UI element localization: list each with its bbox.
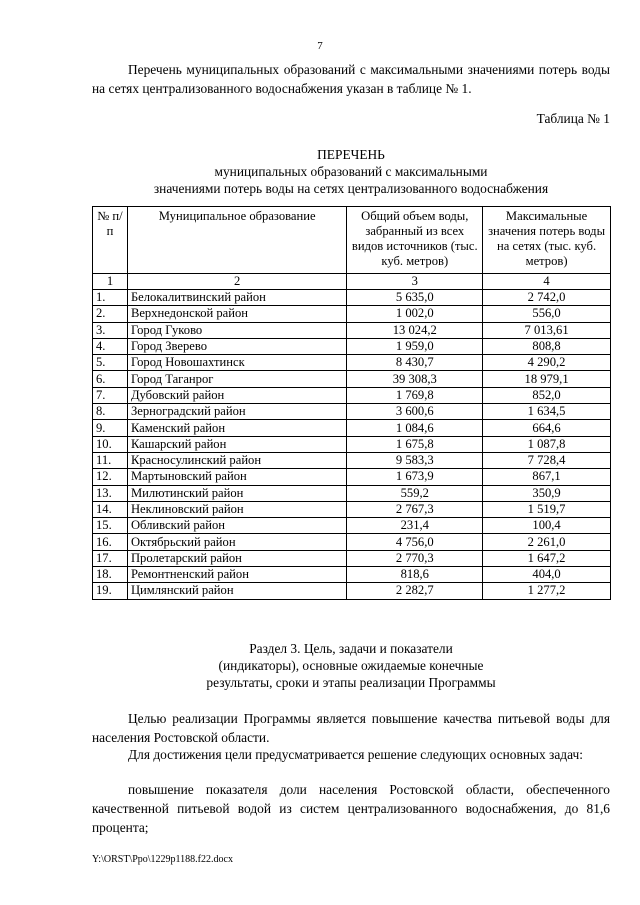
- total-volume-cell: 231,4: [347, 518, 483, 534]
- row-number-cell: 16.: [93, 534, 128, 550]
- row-number-cell: 4.: [93, 338, 128, 354]
- max-loss-cell: 556,0: [483, 306, 611, 322]
- header-total-volume: Общий объем воды, забранный из всех видов источников (тыс. куб. метров): [347, 207, 483, 274]
- column-number: 2: [127, 274, 347, 290]
- max-loss-cell: 18 979,1: [483, 371, 611, 387]
- row-number-cell: 1.: [93, 290, 128, 306]
- row-number-cell: 10.: [93, 436, 128, 452]
- total-volume-cell: 1 084,6: [347, 420, 483, 436]
- total-volume-cell: 3 600,6: [347, 404, 483, 420]
- table-header-row: [93, 207, 611, 274]
- section-title-line3: результаты, сроки и этапы реализации Программы: [206, 675, 496, 690]
- table-row: [93, 436, 611, 452]
- municipality-cell: Милютинский район: [127, 485, 347, 501]
- max-loss-cell: 2 261,0: [483, 534, 611, 550]
- table-row: [93, 485, 611, 501]
- table-row: [93, 306, 611, 322]
- row-number-cell: 11.: [93, 452, 128, 468]
- row-number-cell: 6.: [93, 371, 128, 387]
- municipality-cell: Ремонтненский район: [127, 567, 347, 583]
- municipality-cell: Верхнедонской район: [127, 306, 347, 322]
- municipality-cell: Обливский район: [127, 518, 347, 534]
- row-number-cell: 8.: [93, 404, 128, 420]
- section-title: [92, 640, 610, 691]
- table-row: [93, 290, 611, 306]
- municipality-cell: Город Зверево: [127, 338, 347, 354]
- municipality-cell: Пролетарский район: [127, 550, 347, 566]
- municipality-cell: Город Новошахтинск: [127, 355, 347, 371]
- row-number-cell: 5.: [93, 355, 128, 371]
- max-loss-cell: 664,6: [483, 420, 611, 436]
- row-number-cell: 18.: [93, 567, 128, 583]
- max-loss-cell: 404,0: [483, 567, 611, 583]
- total-volume-cell: 39 308,3: [347, 371, 483, 387]
- max-loss-cell: 100,4: [483, 518, 611, 534]
- municipality-cell: Кашарский район: [127, 436, 347, 452]
- max-loss-cell: 867,1: [483, 469, 611, 485]
- page-number: 7: [317, 40, 323, 52]
- header-number: № п/п: [93, 207, 128, 274]
- total-volume-cell: 5 635,0: [347, 290, 483, 306]
- municipality-cell: Неклиновский район: [127, 501, 347, 517]
- max-loss-cell: 4 290,2: [483, 355, 611, 371]
- table-title: [92, 146, 610, 197]
- total-volume-cell: 559,2: [347, 485, 483, 501]
- row-number-cell: 2.: [93, 306, 128, 322]
- table-row: [93, 550, 611, 566]
- section-title-line2: (индикаторы), основные ожидаемые конечные: [218, 658, 484, 673]
- table-row: [93, 355, 611, 371]
- total-volume-cell: 13 024,2: [347, 322, 483, 338]
- row-number-cell: 13.: [93, 485, 128, 501]
- table-row: [93, 501, 611, 517]
- table-row: [93, 371, 611, 387]
- water-loss-table: [92, 206, 611, 600]
- column-number: 3: [347, 274, 483, 290]
- municipality-cell: Город Таганрог: [127, 371, 347, 387]
- table-row: [93, 469, 611, 485]
- municipality-cell: Цимлянский район: [127, 583, 347, 599]
- max-loss-cell: 7 728,4: [483, 452, 611, 468]
- total-volume-cell: 9 583,3: [347, 452, 483, 468]
- max-loss-cell: 7 013,61: [483, 322, 611, 338]
- row-number-cell: 19.: [93, 583, 128, 599]
- municipality-cell: Мартыновский район: [127, 469, 347, 485]
- header-municipality: Муниципальное образование: [127, 207, 347, 274]
- municipality-cell: Красносулинский район: [127, 452, 347, 468]
- row-number-cell: 3.: [93, 322, 128, 338]
- table-row: [93, 534, 611, 550]
- max-loss-cell: 2 742,0: [483, 290, 611, 306]
- table-row: [93, 420, 611, 436]
- max-loss-cell: 1 087,8: [483, 436, 611, 452]
- max-loss-cell: 1 647,2: [483, 550, 611, 566]
- row-number-cell: 12.: [93, 469, 128, 485]
- municipality-cell: Зерноградский район: [127, 404, 347, 420]
- municipality-cell: Октябрьский район: [127, 534, 347, 550]
- total-volume-cell: 1 959,0: [347, 338, 483, 354]
- max-loss-cell: 350,9: [483, 485, 611, 501]
- section-title-line1: Раздел 3. Цель, задачи и показатели: [249, 641, 453, 656]
- total-volume-cell: 2 770,3: [347, 550, 483, 566]
- total-volume-cell: 4 756,0: [347, 534, 483, 550]
- table-row: [93, 322, 611, 338]
- body-paragraph-tasks: Для достижения цели предусматривается решение следующих основных задач:: [128, 747, 583, 762]
- header-max-loss: Максимальные значения потерь воды на сетях (тыс. куб. метров): [483, 207, 611, 274]
- max-loss-cell: 1 277,2: [483, 583, 611, 599]
- table-row: [93, 404, 611, 420]
- body-paragraph-task-1: повышение показателя доли населения Ростовской области, обеспеченного качественной питьевой водой из систем централизованного водоснабжения, до 81,6 процента;: [92, 782, 610, 835]
- table-label: Таблица № 1: [536, 111, 610, 126]
- table-title-line3: значениями потерь воды на сетях централизованного водоснабжения: [153, 181, 549, 196]
- total-volume-cell: 1 673,9: [347, 469, 483, 485]
- max-loss-cell: 852,0: [483, 387, 611, 403]
- max-loss-cell: 1 519,7: [483, 501, 611, 517]
- total-volume-cell: 1 002,0: [347, 306, 483, 322]
- table-row: [93, 452, 611, 468]
- municipality-cell: Каменский район: [127, 420, 347, 436]
- row-number-cell: 15.: [93, 518, 128, 534]
- total-volume-cell: 1 769,8: [347, 387, 483, 403]
- total-volume-cell: 1 675,8: [347, 436, 483, 452]
- max-loss-cell: 808,8: [483, 338, 611, 354]
- footer-file-path: Y:\ORST\Ppo\1229p1188.f22.docx: [92, 854, 233, 865]
- body-paragraph-goal: Целью реализации Программы является повышение качества питьевой воды для населения Ростовской области.: [92, 711, 610, 745]
- row-number-cell: 7.: [93, 387, 128, 403]
- max-loss-cell: 1 634,5: [483, 404, 611, 420]
- table-row: [93, 518, 611, 534]
- row-number-cell: 9.: [93, 420, 128, 436]
- municipality-cell: Дубовский район: [127, 387, 347, 403]
- municipality-cell: Белокалитвинский район: [127, 290, 347, 306]
- table-title-line1: ПЕРЕЧЕНЬ: [317, 147, 385, 162]
- table-row: [93, 338, 611, 354]
- table-title-line2: муниципальных образований с максимальными: [214, 164, 488, 179]
- total-volume-cell: 8 430,7: [347, 355, 483, 371]
- total-volume-cell: 818,6: [347, 567, 483, 583]
- intro-paragraph: Перечень муниципальных образований с максимальными значениями потерь воды на сетях централизованного водоснабжения указан в таблице № 1.: [92, 62, 610, 96]
- column-number: 1: [93, 274, 128, 290]
- table-row: [93, 567, 611, 583]
- table-row: [93, 583, 611, 599]
- row-number-cell: 17.: [93, 550, 128, 566]
- column-number-row: [93, 274, 611, 290]
- row-number-cell: 14.: [93, 501, 128, 517]
- total-volume-cell: 2 767,3: [347, 501, 483, 517]
- table-row: [93, 387, 611, 403]
- total-volume-cell: 2 282,7: [347, 583, 483, 599]
- column-number: 4: [483, 274, 611, 290]
- municipality-cell: Город Гуково: [127, 322, 347, 338]
